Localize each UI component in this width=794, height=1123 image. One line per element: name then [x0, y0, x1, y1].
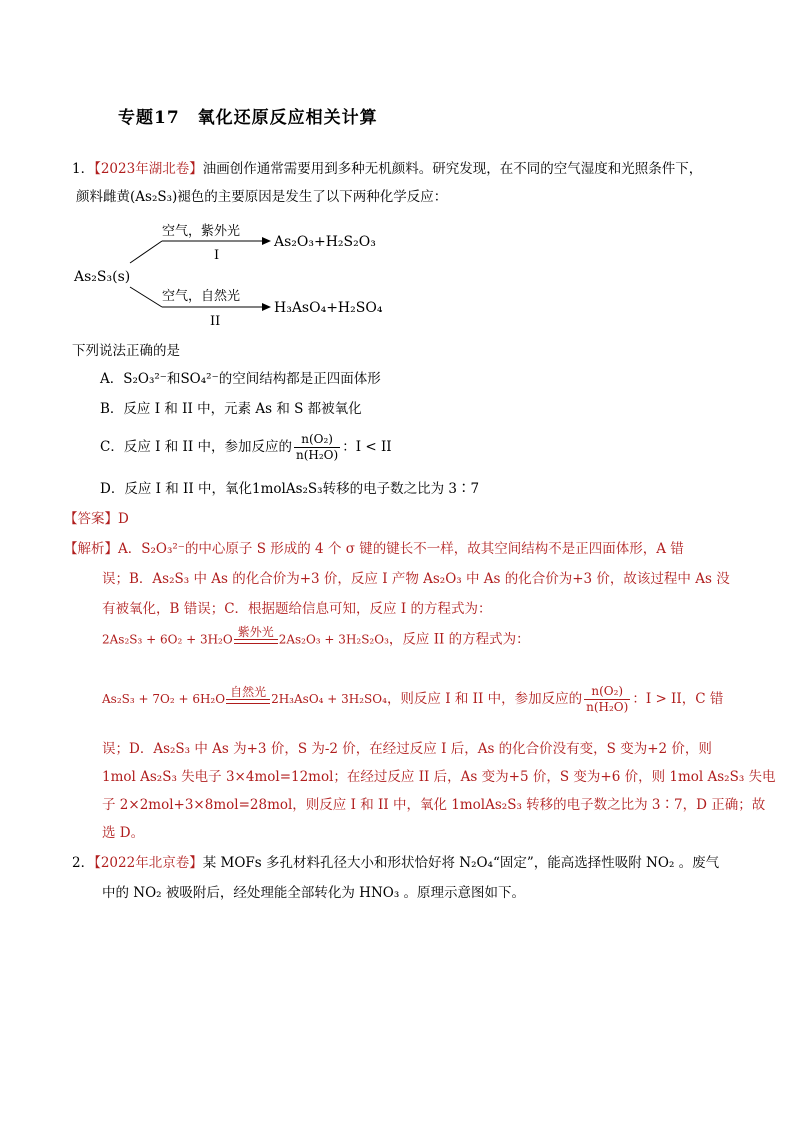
analysis-text: A．	[118, 541, 142, 557]
analysis-line-3: 有被氧化，B 错误；C．根据题给信息可知，反应 I 的方程式为：	[102, 601, 492, 617]
question-2-number: 2．	[72, 855, 95, 871]
equation-2-tail: ，则反应 I 和 II 中，参加反应的	[386, 691, 583, 707]
analysis-formula: S₂O₃²⁻	[141, 541, 185, 557]
option-a-letter: A．	[100, 371, 124, 387]
analysis-line-9: 选 D。	[102, 825, 145, 841]
equation-2-right: 2H₃AsO₄ + 3H₂SO₄	[271, 692, 387, 706]
option-c-comparison: ：I < II	[342, 439, 392, 455]
equation-1-arrow	[234, 626, 278, 654]
question-2-source: 【2022年北京卷】	[94, 855, 203, 871]
option-c-fraction	[294, 432, 340, 463]
question-1-line-2	[76, 188, 447, 206]
sulfate-formula: SO₄²⁻	[180, 371, 219, 387]
option-c	[100, 432, 392, 463]
equation-2-comparison: ：I > II，C 错	[632, 691, 724, 707]
page-title: 专题17 氧化还原反应相关计算	[118, 108, 378, 128]
analysis-line-1	[64, 540, 684, 558]
equation-1-right: 2As₂O₃ + 3H₂S₂O₃	[278, 632, 389, 647]
option-a-text: 的空间结构都是正四面体形	[218, 371, 381, 387]
equation-1-tail: ，反应 II 的方程式为：	[388, 631, 530, 648]
analysis-label: 【解析】	[64, 541, 118, 557]
option-d-text: D．反应 I 和 II 中，氧化	[100, 481, 252, 497]
scheme-upper-label: I	[214, 248, 220, 263]
answer-line	[64, 510, 129, 528]
option-d-ratio: 转移的电子数之比为 3∶7	[322, 481, 480, 497]
equation-2	[102, 684, 723, 715]
scheme-lower-label: II	[210, 314, 221, 328]
question-1-number: 1．	[72, 161, 95, 177]
question-2-line-2: 中的 NO₂ 被吸附后，经处理能全部转化为 HNO₃ 。原理示意图如下。	[102, 885, 526, 901]
scheme-upper-product: As₂O₃+H₂S₂O₃	[274, 234, 376, 250]
equation-2-arrow	[226, 686, 270, 714]
scheme-branch-upper	[130, 241, 162, 263]
reaction-scheme	[70, 213, 400, 328]
option-b: B．反应 I 和 II 中，元素 As 和 S 都被氧化	[100, 401, 362, 417]
stem-text: 颜料雌黄	[76, 189, 130, 205]
option-a	[100, 370, 381, 388]
fraction-denominator: n(H₂O)	[586, 700, 629, 714]
scheme-reactant: As₂S₃(s)	[74, 269, 131, 285]
scheme-lower-product: H₃AsO₄+H₂SO₄	[274, 300, 383, 316]
fraction-numerator: n(O₂)	[584, 684, 630, 700]
analysis-line-2: 误；B．As₂S₃ 中 As 的化合价为+3 价，反应 I 产物 As₂O₃ 中 As 的化合价为+3 价，故该过程中 As 没	[102, 571, 730, 587]
equation-1-left: 2As₂S₃ + 6O₂ + 3H₂O	[102, 632, 233, 647]
answer-label: 【答案】	[64, 511, 118, 527]
equation-2-left: As₂S₃ + 7O₂ + 6H₂O	[102, 692, 226, 706]
equation-2-fraction	[584, 684, 630, 715]
scheme-lower-condition: 空气，自然光	[162, 289, 241, 304]
question-1-source: 【2023年湖北卷】	[94, 161, 203, 177]
scheme-arrowhead-upper	[262, 237, 271, 245]
scheme-branch-lower	[130, 287, 162, 307]
scheme-upper-condition: 空气，紫外光	[162, 224, 241, 239]
stem-text-2: 褪色的主要原因是发生了以下两种化学反应：	[177, 189, 448, 205]
option-d	[100, 480, 479, 498]
equation-1	[102, 626, 530, 654]
question-1-stem: 油画创作通常需要用到多种无机颜料。研究发现，在不同的空气湿度和光照条件下，	[202, 161, 703, 177]
analysis-text-2: 的中心原子 S 形成的 4 个 σ 键的键长不一样，故其空间结构不是正四面体形，A 错	[184, 541, 684, 557]
analysis-line-8: 子 2×2mol+3×8mol=28mol，则反应 I 和 II 中，氧化 1molAs₂S₃ 转移的电子数之比为 3∶7，D 正确；故	[102, 797, 766, 813]
option-d-formula: 1molAs₂S₃	[252, 481, 323, 497]
question-2-line-1	[72, 854, 719, 872]
question-1-line-1	[72, 160, 702, 178]
orpiment-formula: (As₂S₃)	[130, 189, 178, 205]
question-1-prompt: 下列说法正确的是	[72, 343, 180, 359]
question-2-stem: 某 MOFs 多孔材料孔径大小和形状恰好将 N₂O₄“固定”，能高选择性吸附 NO₂ 。废气	[202, 855, 720, 871]
answer-value: D	[118, 511, 129, 527]
option-a-and: 和	[166, 371, 181, 387]
analysis-line-7: 1mol As₂S₃ 失电子 3×4mol=12mol；在经过反应 II 后，As 变为+5 价，S 变为+6 价，则 1mol As₂S₃ 失电	[102, 769, 776, 785]
thiosulfate-formula: S₂O₃²⁻	[123, 371, 167, 387]
analysis-line-6: 误；D．As₂S₃ 中 As 为+3 价，S 为-2 价，在经过反应 I 后，As 的化合价没有变，S 变为+2 价，则	[102, 741, 712, 757]
scheme-arrowhead-lower	[262, 303, 271, 311]
fraction-denominator: n(H₂O)	[296, 448, 339, 462]
option-c-text: C．反应 I 和 II 中，参加反应的	[100, 439, 292, 455]
fraction-numerator: n(O₂)	[294, 432, 340, 448]
equation-1-condition: 紫外光	[237, 625, 274, 639]
equation-2-condition: 自然光	[230, 684, 267, 699]
